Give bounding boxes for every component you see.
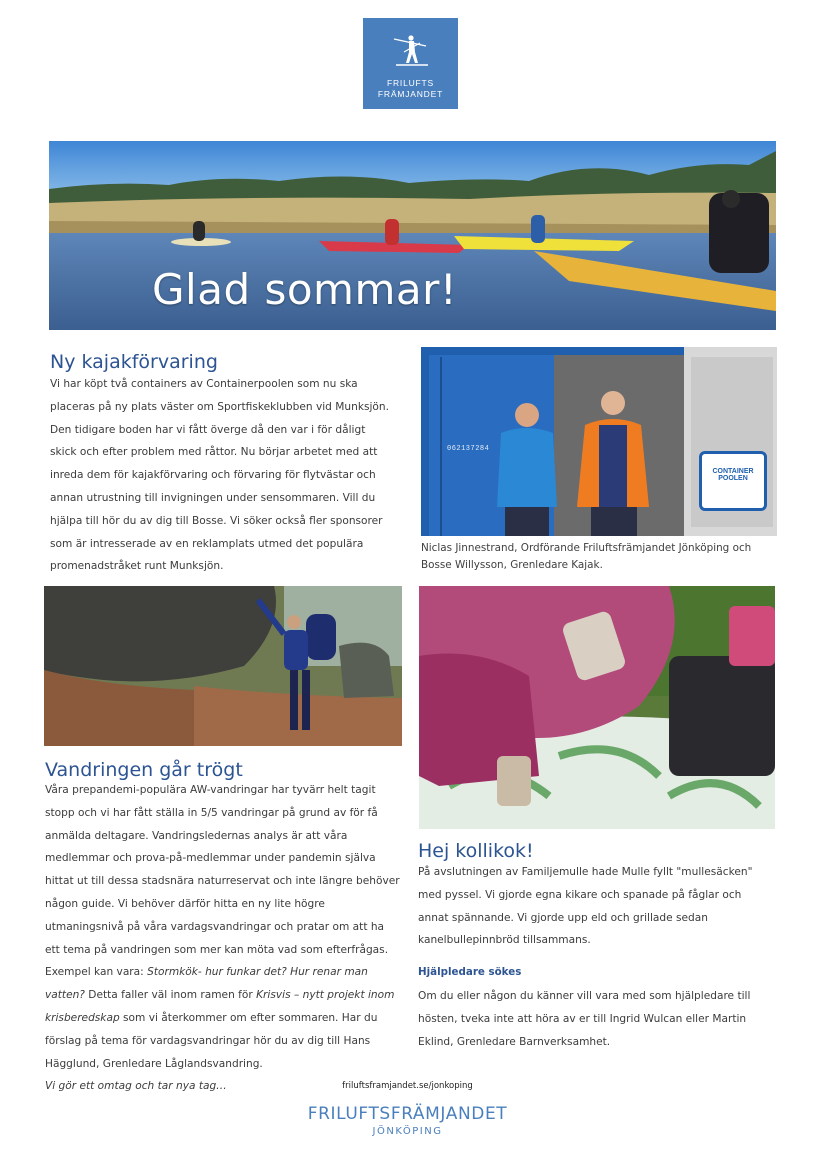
footer-brand: FRILUFTSFRÄMJANDET (307, 1104, 508, 1124)
hero-kayak-photo (49, 141, 776, 330)
vandring-text-1: Våra prepandemi-populära AW-vandringar har tyvärr helt tagit stopp och vi har fått ställa in 5/5 vandringar på grund av för få anmälda deltagare. Vandringsledernas analys är att våra medlemmar och prova-på-medlemmar under pandemin själva hittat ut till dessa stadsnära naturreservat och inte längre behöver någon guide. Vi behöver därför hitta en ny lite högre utmaningsnivå på våra vardagsvandringar och pratar om att ha ett tema på vandringen som mer kan möta vad som efterfrågas. Exempel kan vara: (45, 784, 400, 979)
section-body-hjalpledare: Om du eller någon du känner vill vara med som hjälpledare till hösten, tveka inte att höra av er till Ingrid Wulcan eller Martin Eklind, Grenledare Barnverksamhet. (418, 990, 751, 1048)
footer-url-link[interactable]: friluftsframjandet.se/jonkoping (342, 1081, 473, 1091)
subheading-hjalpledare: Hjälpledare sökes (418, 966, 522, 978)
photo-caption: Niclas Jinnestrand, Ordförande Friluftsfrämjandet Jönköping och Bosse Willysson, Grenledare Kajak. (421, 542, 752, 571)
container-photo (421, 347, 777, 536)
skier-icon (392, 32, 430, 74)
container-serial: 062137284 (447, 445, 490, 453)
vandring-closing: Vi gör ett omtag och tar nya tag… (45, 1080, 227, 1093)
section-body-kajak: Vi har köpt två containers av Containerpoolen som nu ska placeras på ny plats väster om Sportfiskeklubben vid Munksjön. Den tidigare boden har vi fått överge då den var i för dåligt skick och efter problem med råttor. Nu börjar arbetet med att inreda dem för kajakförvaring och förvaring för flytvästar och annan utrustning till invigningen under sensommaren. Vill du hjälpa till hör du av dig till Bosse. Vi söker också fler sponsorer som är intresserade av en reklamplats utmed det populära promenadstråket runt Munksjön. (50, 378, 389, 573)
section-heading-vandring: Vandringen går trögt (45, 759, 243, 781)
vandring-emphasis-2: Krisvis – nytt projekt inom krisberedskap (45, 989, 395, 1024)
hiking-photo (44, 586, 402, 746)
sign-line2: POOLEN (718, 475, 748, 482)
friluftsframjandet-logo (363, 18, 458, 109)
section-heading-kajak: Ny kajakförvaring (50, 351, 218, 373)
section-heading-kollikok: Hej kollikok! (418, 840, 534, 862)
vandring-text-2: Detta faller väl inom ramen för (84, 989, 257, 1002)
containerpoolen-sign (699, 451, 767, 511)
section-body-kollikok: På avslutningen av Familjemulle hade Mulle fyllt "mullesäcken" med pyssel. Vi gjorde egna kikare och spanade på fåglar och annat spännande. Vi gjorde upp eld och grillade sedan kanelbullepinnbröd tillsammans. (418, 866, 753, 947)
hero-title: Glad sommar! (152, 265, 458, 314)
sign-line1: CONTAINER (712, 468, 754, 475)
logo-line1: FRILUFTS (386, 78, 434, 88)
footer-city: JÖNKÖPING (372, 1126, 443, 1137)
vandring-emphasis-1: Stormkök- hur funkar det? Hur renar man vatten? (45, 966, 368, 1002)
section-body-vandring (45, 779, 400, 1098)
vandring-text-3: som vi återkommer om efter sommaren. Har du förslag på tema för vardagsvandringar hör du av dig till Hans Hägglund, Grenledare Låglandsvandring. (45, 1011, 378, 1070)
children-craft-photo (419, 586, 775, 829)
logo-line2: FRÄMJANDET (377, 89, 444, 99)
